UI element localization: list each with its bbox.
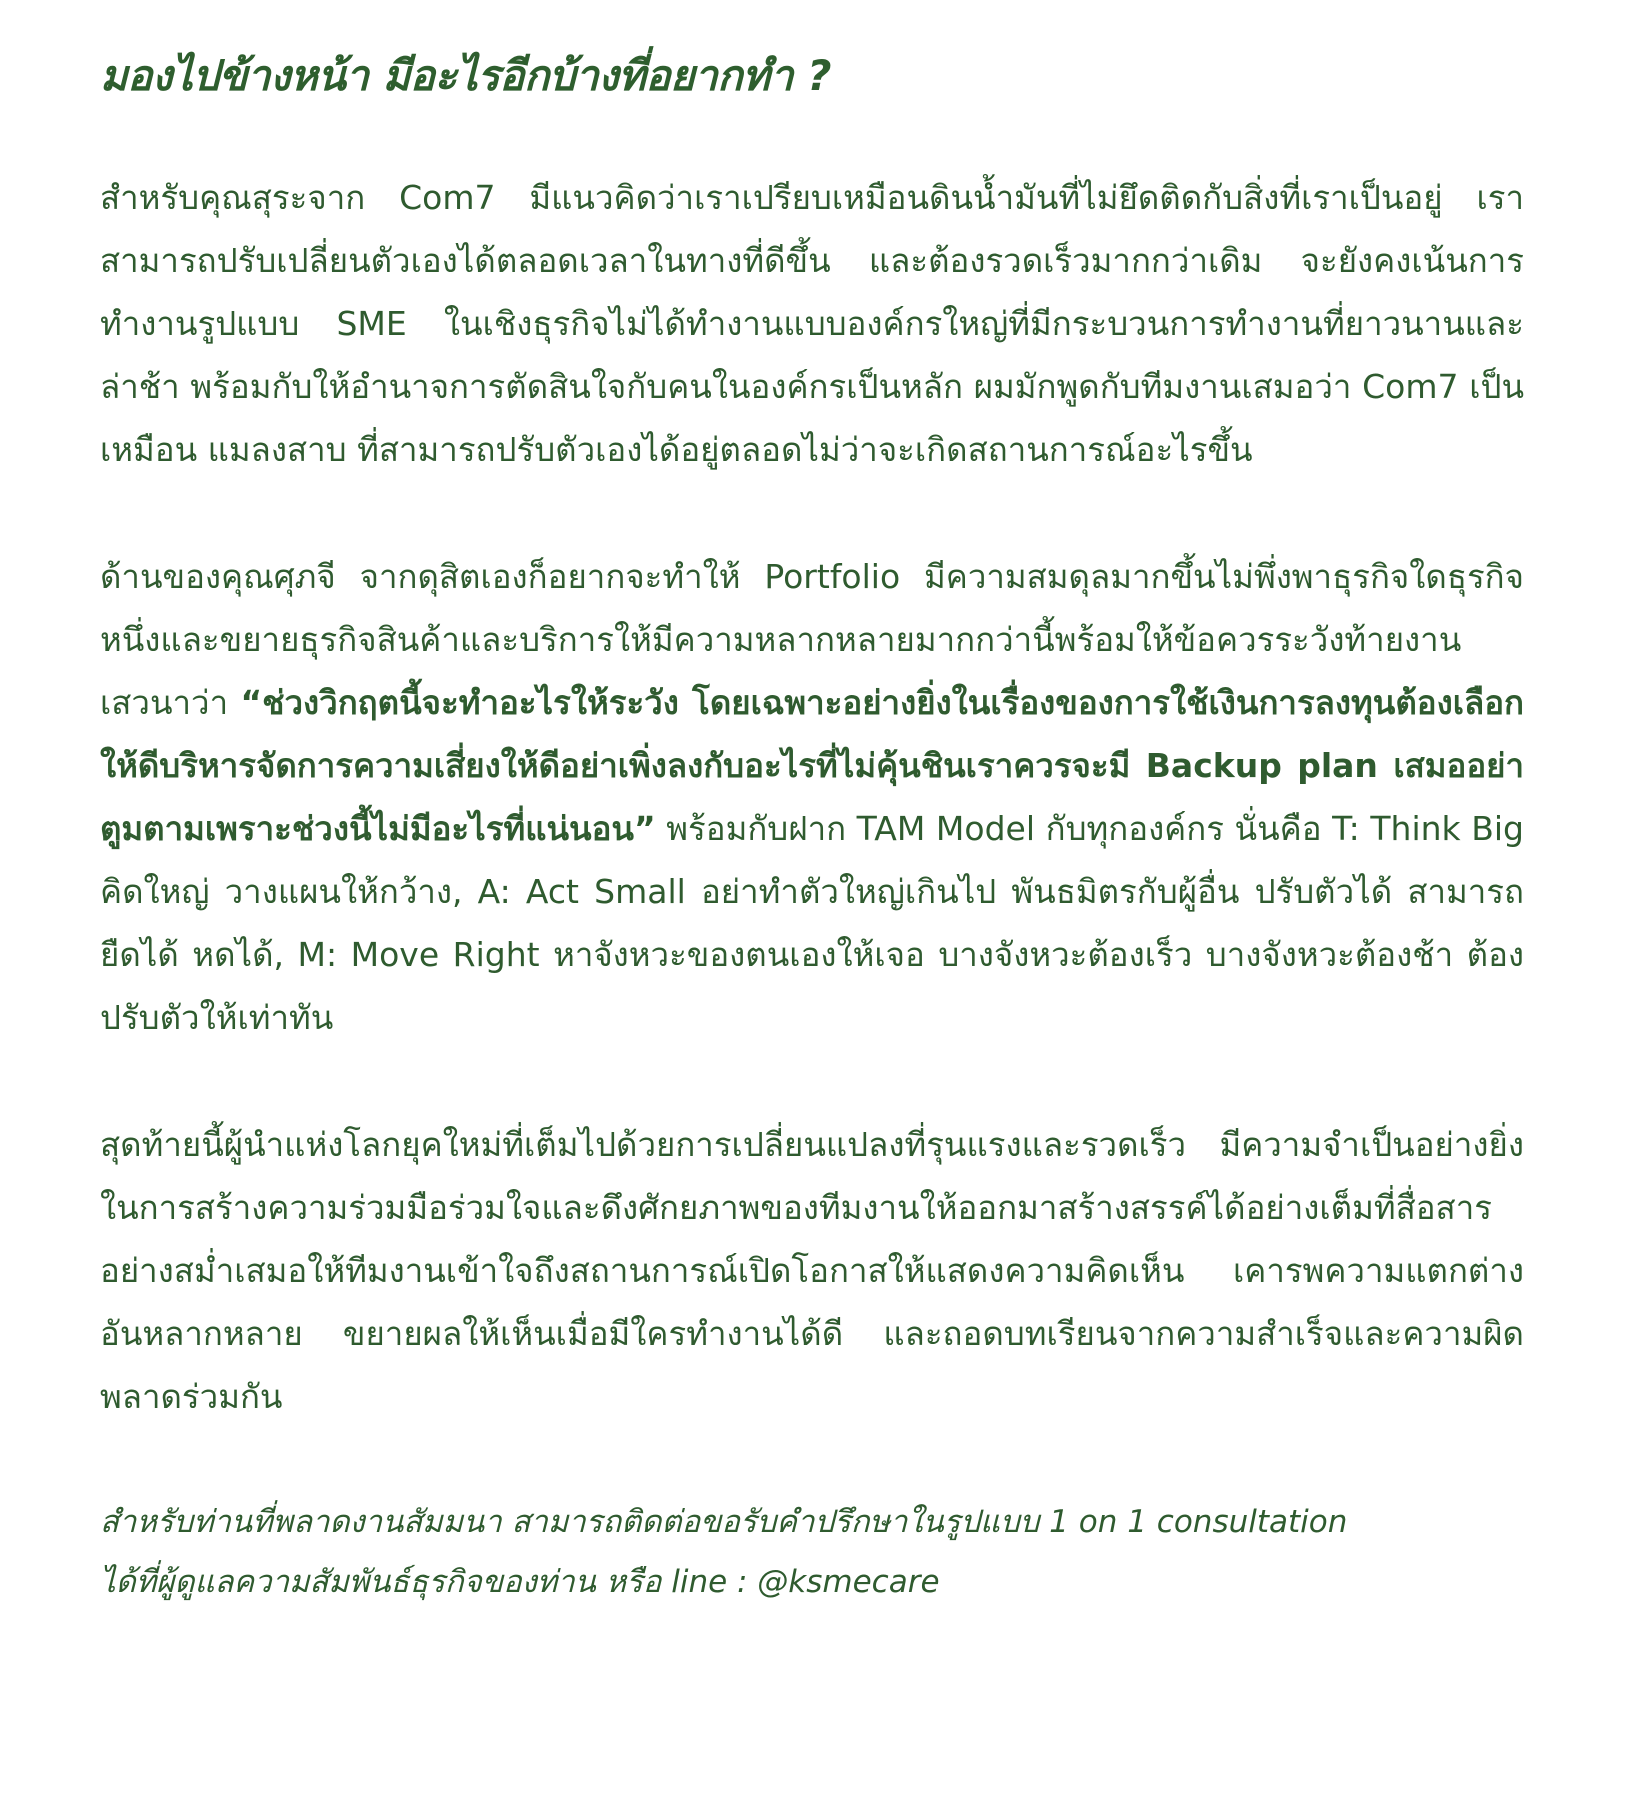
article	[100, 40, 1524, 1612]
consultation-note-line-1: สำหรับท่านที่พลาดงานสัมมนา สามารถติดต่อขอรับคำปรึกษาในรูปแบบ 1 on 1 consultation	[100, 1504, 1348, 1540]
article-heading: มองไปข้างหน้า มีอะไรอีกบ้างที่อยากทำ ?	[100, 51, 831, 100]
paragraph-dusit	[100, 545, 1524, 1049]
paragraph-dusit-quote: “ช่วงวิกฤตนี้จะทำอะไรให้ระวัง โดยเฉพาะอย่างยิ่งในเรื่องของการใช้เงินการลงทุนต้องเลือกให้ดีบริหารจัดการความเสี่ยงให้ดีอย่าเพิ่งลงกับอะไรที่ไม่คุ้นชินเราควรจะมี Backup plan เสมออย่าตูมตามเพราะช่วงนี้ไม่มีอะไรที่แน่นอน”	[100, 683, 1524, 848]
paragraph-dusit-tam-model: พร้อมกับฝาก TAM Model กับทุกองค์กร นั่นคือ T: Think Big คิดใหญ่ วางแผนให้กว้าง, A: Act Small อย่าทำตัวใหญ่เกินไป พันธมิตรกับผู้อื่น ปรับตัวได้ สามารถยืดได้ หดได้, M: Move Right หาจังหวะของตนเองให้เจอ บางจังหวะต้องเร็ว บางจังหวะต้องช้า ต้องปรับตัวให้เท่าทัน	[100, 809, 1524, 1037]
consultation-note-line-2: ได้ที่ผู้ดูแลความสัมพันธ์ธุรกิจของท่าน หรือ line : @ksmecare	[100, 1564, 940, 1600]
paragraph-dusit-intro: ด้านของคุณศุภจี จากดุสิตเองก็อยากจะทำให้ Portfolio มีความสมดุลมากขึ้นไม่พึ่งพาธุรกิจใดธุรกิจหนึ่งและขยายธุรกิจสินค้าและบริการให้มีความหลากหลายมากกว่านี้พร้อมให้ข้อควรระวังท้ายงานเสวนาว่า	[100, 557, 1524, 722]
paragraph-com7: สำหรับคุณสุระจาก Com7 มีแนวคิดว่าเราเปรียบเหมือนดินน้ำมันที่ไม่ยึดติดกับสิ่งที่เราเป็นอยู่ เราสามารถปรับเปลี่ยนตัวเองได้ตลอดเวลาในทางที่ดีขึ้น และต้องรวดเร็วมากกว่าเดิม จะยังคงเน้นการทำงานรูปแบบ SME ในเชิงธุรกิจไม่ได้ทำงานแบบองค์กรใหญ่ที่มีกระบวนการทำงานที่ยาวนานและล่าช้า พร้อมกับให้อำนาจการตัดสินใจกับคนในองค์กรเป็นหลัก ผมมักพูดกับทีมงานเสมอว่า Com7 เป็นเหมือน แมลงสาบ ที่สามารถปรับตัวเองได้อยู่ตลอดไม่ว่าจะเกิดสถานการณ์อะไรขึ้น	[100, 178, 1524, 469]
consultation-note	[100, 1492, 1524, 1612]
paragraph-conclusion: สุดท้ายนี้ผู้นำแห่งโลกยุคใหม่ที่เต็มไปด้วยการเปลี่ยนแปลงที่รุนแรงและรวดเร็ว มีความจำเป็นอย่างยิ่งในการสร้างความร่วมมือร่วมใจและดึงศักยภาพของทีมงานให้ออกมาสร้างสรรค์ได้อย่างเต็มที่สื่อสารอย่างสม่ำเสมอให้ทีมงานเข้าใจถึงสถานการณ์เปิดโอกาสให้แสดงความคิดเห็น เคารพความแตกต่างอันหลากหลาย ขยายผลให้เห็นเมื่อมีใครทำงานได้ดี และถอดบทเรียนจากความสำเร็จและความผิดพลาดร่วมกัน	[100, 1125, 1524, 1416]
